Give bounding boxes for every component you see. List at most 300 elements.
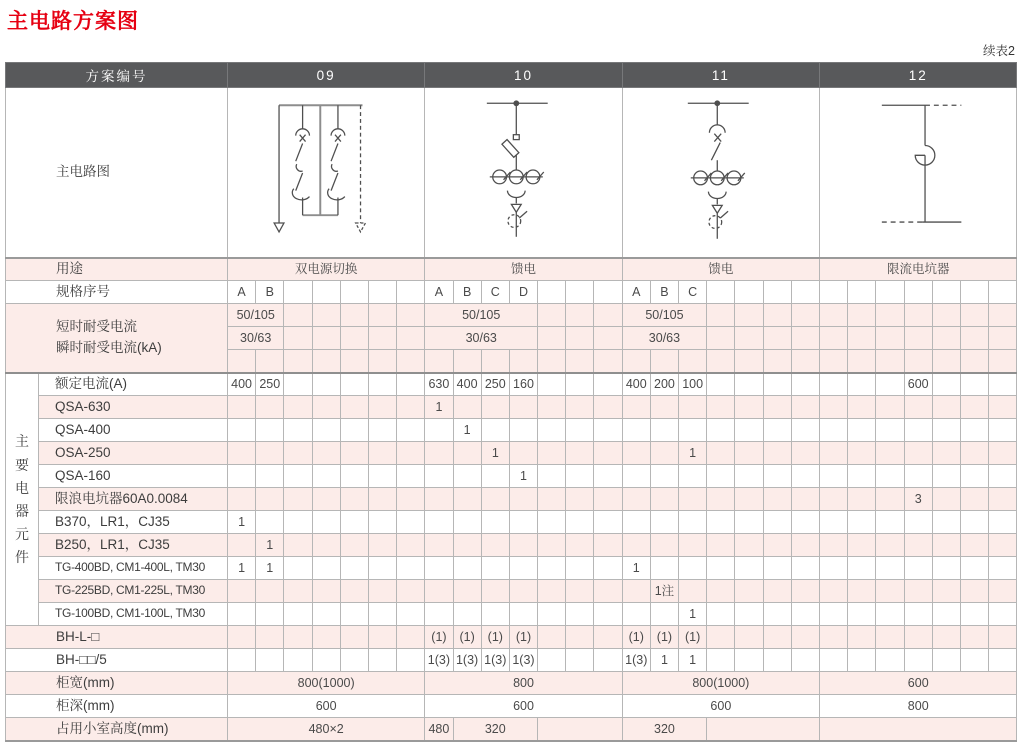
cell xyxy=(961,488,989,511)
cell xyxy=(622,442,650,465)
cell xyxy=(284,281,312,304)
cell xyxy=(876,442,904,465)
cell xyxy=(791,603,819,626)
cell xyxy=(340,626,368,649)
cell xyxy=(679,557,707,580)
cell xyxy=(989,419,1017,442)
cell xyxy=(397,511,425,534)
cell xyxy=(538,557,566,580)
cell xyxy=(453,396,481,419)
cell xyxy=(820,396,848,419)
cell: (1) xyxy=(425,626,453,649)
cell xyxy=(284,304,312,327)
cell xyxy=(989,350,1017,373)
cell xyxy=(312,281,340,304)
cell xyxy=(989,626,1017,649)
cell xyxy=(876,511,904,534)
cell xyxy=(368,511,396,534)
cell xyxy=(397,419,425,442)
cell xyxy=(284,396,312,419)
cell xyxy=(848,649,876,672)
cell xyxy=(904,557,932,580)
circuit-diagram-row xyxy=(6,88,1017,258)
cell xyxy=(735,626,763,649)
cell xyxy=(650,488,678,511)
cell xyxy=(848,281,876,304)
cell xyxy=(650,603,678,626)
cell xyxy=(368,304,396,327)
cell: 1(3) xyxy=(453,649,481,672)
cell xyxy=(791,442,819,465)
cell xyxy=(989,373,1017,396)
cell xyxy=(932,281,960,304)
cell xyxy=(791,281,819,304)
cell xyxy=(989,649,1017,672)
cell xyxy=(791,534,819,557)
cell xyxy=(650,511,678,534)
cell xyxy=(368,603,396,626)
cell xyxy=(566,557,594,580)
cell xyxy=(509,557,537,580)
cell xyxy=(904,534,932,557)
cell xyxy=(848,304,876,327)
cell: A xyxy=(622,281,650,304)
cell xyxy=(368,534,396,557)
page-title: 主电路方案图 xyxy=(7,10,139,33)
cell xyxy=(566,626,594,649)
cell xyxy=(368,350,396,373)
cell xyxy=(481,465,509,488)
cell xyxy=(594,396,622,419)
cell xyxy=(961,511,989,534)
row-b250 xyxy=(6,534,1017,557)
row-label-qsa-160: QSA-160 xyxy=(39,465,228,488)
cell xyxy=(989,327,1017,350)
cell xyxy=(763,442,791,465)
cell xyxy=(707,281,735,304)
circuit-diagram-09 xyxy=(228,88,425,258)
cell xyxy=(256,488,284,511)
cell xyxy=(679,534,707,557)
cell xyxy=(340,603,368,626)
cell xyxy=(481,580,509,603)
cell xyxy=(453,442,481,465)
cell xyxy=(932,396,960,419)
cell xyxy=(932,350,960,373)
cell xyxy=(904,442,932,465)
cell xyxy=(904,580,932,603)
cell xyxy=(538,626,566,649)
cell xyxy=(735,649,763,672)
cell xyxy=(763,419,791,442)
cell xyxy=(312,327,340,350)
cell xyxy=(932,534,960,557)
cell xyxy=(538,649,566,672)
cell xyxy=(622,350,650,373)
cell xyxy=(763,373,791,396)
cell: 100 xyxy=(679,373,707,396)
cell: 50/105 xyxy=(228,304,284,327)
scheme-table xyxy=(5,62,1017,742)
cell: 1 xyxy=(256,557,284,580)
continuation-note: 续表2 xyxy=(983,44,1015,58)
cell xyxy=(735,396,763,419)
cell xyxy=(566,465,594,488)
cell xyxy=(340,327,368,350)
cell xyxy=(848,442,876,465)
cell xyxy=(876,626,904,649)
cell: (1) xyxy=(481,626,509,649)
row-rated-current xyxy=(6,373,1017,396)
cell xyxy=(707,626,735,649)
cell: 250 xyxy=(256,373,284,396)
cell: 1 xyxy=(650,649,678,672)
cell xyxy=(791,465,819,488)
cell xyxy=(989,603,1017,626)
row-label-current-limit-reactor: 限浪电坑器60A0.0084 xyxy=(39,488,228,511)
cell xyxy=(961,304,989,327)
cell xyxy=(707,396,735,419)
cell xyxy=(904,511,932,534)
row-label-b250: B250，LR1，CJ35 xyxy=(39,534,228,557)
cell xyxy=(340,534,368,557)
row-qsa-400 xyxy=(6,419,1017,442)
cell xyxy=(228,442,256,465)
cell xyxy=(932,580,960,603)
cell xyxy=(679,396,707,419)
cell xyxy=(707,603,735,626)
cell xyxy=(763,281,791,304)
cell xyxy=(735,603,763,626)
cell xyxy=(594,626,622,649)
cell xyxy=(481,557,509,580)
cell: 馈电 xyxy=(425,258,622,281)
cell xyxy=(397,649,425,672)
cell xyxy=(820,442,848,465)
cell: B xyxy=(453,281,481,304)
cell xyxy=(763,488,791,511)
cell xyxy=(932,373,960,396)
cell: 50/105 xyxy=(425,304,538,327)
cell xyxy=(876,465,904,488)
cell xyxy=(340,419,368,442)
cell: 320 xyxy=(622,718,707,741)
cell: 双电源切换 xyxy=(228,258,425,281)
row-label-osa-250: OSA-250 xyxy=(39,442,228,465)
cell xyxy=(566,350,594,373)
cell xyxy=(509,511,537,534)
cell xyxy=(594,557,622,580)
cell: 30/63 xyxy=(228,327,284,350)
row-cabinet-depth xyxy=(6,695,1017,718)
row-tg-225 xyxy=(6,580,1017,603)
cell xyxy=(284,626,312,649)
cell xyxy=(284,350,312,373)
cell xyxy=(397,304,425,327)
cell xyxy=(228,626,256,649)
cell xyxy=(368,373,396,396)
cell xyxy=(397,281,425,304)
cell xyxy=(594,580,622,603)
cell xyxy=(622,419,650,442)
current-limiting-reactor-schematic xyxy=(820,88,1016,256)
cell xyxy=(763,580,791,603)
row-label-cabinet-width: 柜宽(mm) xyxy=(6,672,228,695)
cell: C xyxy=(481,281,509,304)
cell xyxy=(594,304,622,327)
cell xyxy=(256,465,284,488)
cell xyxy=(932,488,960,511)
cell xyxy=(848,557,876,580)
cell xyxy=(622,465,650,488)
cell xyxy=(538,281,566,304)
cell: 160 xyxy=(509,373,537,396)
cell: A xyxy=(425,281,453,304)
cell xyxy=(312,534,340,557)
cell xyxy=(312,626,340,649)
cell xyxy=(791,350,819,373)
cell xyxy=(312,557,340,580)
cell: D xyxy=(509,281,537,304)
cell: 馈电 xyxy=(622,258,819,281)
cell xyxy=(961,373,989,396)
row-bh-l xyxy=(6,626,1017,649)
cell xyxy=(594,373,622,396)
cell xyxy=(848,488,876,511)
cell xyxy=(481,350,509,373)
row-label-tg-400: TG-400BD, CM1-400L, TM30 xyxy=(39,557,228,580)
cell xyxy=(509,488,537,511)
cell xyxy=(594,603,622,626)
cell xyxy=(284,511,312,534)
cell xyxy=(904,603,932,626)
cell xyxy=(566,649,594,672)
cell xyxy=(368,396,396,419)
cell xyxy=(707,465,735,488)
cell xyxy=(594,649,622,672)
cell xyxy=(453,465,481,488)
cell xyxy=(453,603,481,626)
cell xyxy=(397,442,425,465)
cell xyxy=(735,442,763,465)
cell xyxy=(594,327,622,350)
cell xyxy=(453,580,481,603)
row-compartment-height xyxy=(6,718,1017,741)
cell xyxy=(735,557,763,580)
cell xyxy=(397,327,425,350)
cell xyxy=(876,603,904,626)
cell xyxy=(397,350,425,373)
cell xyxy=(538,350,566,373)
cell xyxy=(820,580,848,603)
cell xyxy=(284,488,312,511)
row-b370 xyxy=(6,511,1017,534)
cell xyxy=(932,304,960,327)
cell: 1 xyxy=(679,649,707,672)
cell xyxy=(228,488,256,511)
cell xyxy=(312,465,340,488)
cell: 600 xyxy=(622,695,819,718)
cell xyxy=(848,327,876,350)
cell xyxy=(594,511,622,534)
cell xyxy=(707,511,735,534)
cell xyxy=(735,350,763,373)
cell xyxy=(820,419,848,442)
cell: 600 xyxy=(425,695,622,718)
cell: A xyxy=(228,281,256,304)
cell xyxy=(876,534,904,557)
row-qsa-160 xyxy=(6,465,1017,488)
cell xyxy=(425,511,453,534)
cell xyxy=(566,396,594,419)
cell xyxy=(876,396,904,419)
cell: 限流电坑器 xyxy=(820,258,1017,281)
cell xyxy=(481,419,509,442)
cell xyxy=(932,442,960,465)
cell xyxy=(340,488,368,511)
cell: C xyxy=(679,281,707,304)
cell xyxy=(256,396,284,419)
cell xyxy=(538,396,566,419)
cell xyxy=(876,327,904,350)
cell: 50/105 xyxy=(622,304,707,327)
cell xyxy=(312,511,340,534)
cell xyxy=(312,419,340,442)
cell xyxy=(228,649,256,672)
cell xyxy=(340,350,368,373)
cell xyxy=(340,580,368,603)
row-label-compartment-height: 占用小室高度(mm) xyxy=(6,718,228,741)
cell xyxy=(622,488,650,511)
cell xyxy=(932,626,960,649)
cell xyxy=(368,465,396,488)
cell xyxy=(538,511,566,534)
cell xyxy=(340,396,368,419)
cell xyxy=(932,419,960,442)
cell xyxy=(848,511,876,534)
cell xyxy=(679,350,707,373)
cell xyxy=(228,603,256,626)
circuit-diagram-11 xyxy=(622,88,819,258)
scheme-number-header: 方案编号 xyxy=(6,63,228,88)
cell xyxy=(763,327,791,350)
cell xyxy=(989,304,1017,327)
cell xyxy=(368,626,396,649)
row-label-purpose: 用途 xyxy=(6,258,228,281)
cell xyxy=(679,419,707,442)
cell xyxy=(453,534,481,557)
cell: 1 xyxy=(481,442,509,465)
row-label-bh-l: BH-L-□ xyxy=(6,626,228,649)
cell xyxy=(820,281,848,304)
cell xyxy=(735,511,763,534)
cell xyxy=(820,511,848,534)
cell xyxy=(622,534,650,557)
cell xyxy=(397,603,425,626)
dual-source-transfer-schematic xyxy=(228,88,424,256)
cell xyxy=(763,626,791,649)
scheme-10-header: 10 xyxy=(425,63,622,88)
cell xyxy=(228,534,256,557)
cell xyxy=(453,488,481,511)
cell xyxy=(425,465,453,488)
cell xyxy=(650,350,678,373)
row-label-qsa-400: QSA-400 xyxy=(39,419,228,442)
cell xyxy=(397,465,425,488)
cell xyxy=(256,419,284,442)
cell: 1(3) xyxy=(509,649,537,672)
cell xyxy=(848,465,876,488)
cell xyxy=(425,350,453,373)
row-label-cabinet-depth: 柜深(mm) xyxy=(6,695,228,718)
cell xyxy=(961,281,989,304)
cell xyxy=(397,626,425,649)
cell xyxy=(284,373,312,396)
row-tg-400 xyxy=(6,557,1017,580)
cell xyxy=(453,511,481,534)
cell xyxy=(425,557,453,580)
row-spec-index xyxy=(6,281,1017,304)
row-label-withstand-short: 短时耐受电流 瞬时耐受电流(kA) xyxy=(6,304,228,373)
cell: 1 xyxy=(622,557,650,580)
row-bh-5 xyxy=(6,649,1017,672)
cell xyxy=(397,373,425,396)
cell xyxy=(820,327,848,350)
cell xyxy=(650,419,678,442)
cell xyxy=(848,419,876,442)
cell xyxy=(763,350,791,373)
scheme-09-header: 09 xyxy=(228,63,425,88)
cell xyxy=(509,350,537,373)
cell xyxy=(650,396,678,419)
cell xyxy=(312,488,340,511)
cell xyxy=(820,534,848,557)
cell xyxy=(312,649,340,672)
cell xyxy=(961,327,989,350)
cell xyxy=(566,603,594,626)
cell xyxy=(989,442,1017,465)
cell xyxy=(566,442,594,465)
cell xyxy=(820,373,848,396)
cell xyxy=(312,304,340,327)
cell xyxy=(368,649,396,672)
row-cabinet-width xyxy=(6,672,1017,695)
cell xyxy=(397,396,425,419)
cell: B xyxy=(650,281,678,304)
cell xyxy=(904,304,932,327)
cell xyxy=(481,396,509,419)
diagram-row-label: 主电路图 xyxy=(6,88,228,258)
cell xyxy=(735,534,763,557)
cell xyxy=(961,557,989,580)
row-qsa-630 xyxy=(6,396,1017,419)
cell xyxy=(989,580,1017,603)
cell xyxy=(256,603,284,626)
cell xyxy=(791,304,819,327)
cell: 800 xyxy=(425,672,622,695)
cell xyxy=(284,419,312,442)
cell xyxy=(707,419,735,442)
cell: 600 xyxy=(228,695,425,718)
cell xyxy=(368,580,396,603)
cell xyxy=(284,442,312,465)
cell xyxy=(538,718,623,741)
scheme-12-header: 12 xyxy=(820,63,1017,88)
cell xyxy=(368,488,396,511)
row-label-tg-225: TG-225BD, CM1-225L, TM30 xyxy=(39,580,228,603)
cell: 800 xyxy=(820,695,1017,718)
cell xyxy=(735,465,763,488)
